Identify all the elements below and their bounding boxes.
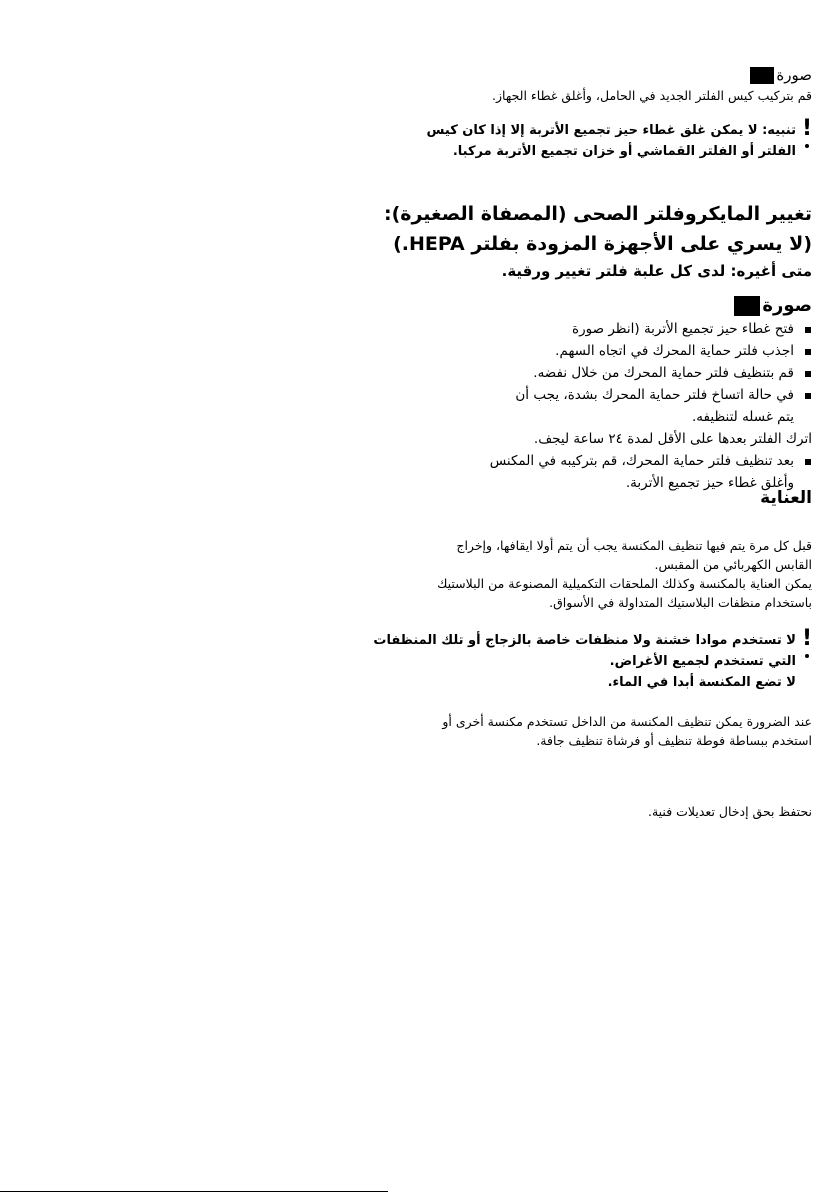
list-item: بعد تنظيف فلتر حماية المحرك، قم بتركيبه في المكنس xyxy=(490,450,812,472)
exclamation-icon: ! xyxy=(801,116,812,141)
paragraph-line: يمكن العناية بالمكنسة وكذلك الملحقات التكميلية المصنوعة من البلاستيك xyxy=(437,576,812,591)
inside-cleaning-paragraph xyxy=(442,712,812,750)
image-label: صورة xyxy=(776,66,812,84)
list-item: وأغلق غطاء حيز تجميع الأتربة. xyxy=(625,475,794,491)
warning-line: لا تضع المكنسة أبدا في الماء. xyxy=(607,675,796,690)
paragraph-line: قبل كل مرة يتم فيها تنظيف المكنسة يجب أن يتم أولا ايقافها، وإخراج xyxy=(456,538,812,553)
care-title: العناية xyxy=(760,488,812,508)
paragraph-line: استخدم ببساطة فوطة تنظيف أو فرشاة تنظيف جافة. xyxy=(536,733,812,748)
image-number-box xyxy=(750,67,774,84)
paragraph-line: عند الضرورة يمكن تنظيف المكنسة من الداخل تستخدم مكنسة أخرى أو xyxy=(442,714,812,729)
image-reference xyxy=(750,66,812,84)
exclamation-icon: ! xyxy=(801,626,812,651)
paragraph-line: باستخدام منظفات البلاستيك المتداولة في الأسواق. xyxy=(549,595,812,610)
install-filter-text: قم بتركيب كيس الفلتر الجديد في الحامل، وأغلق غطاء الجهاز. xyxy=(492,88,812,103)
section-heading: تغيير المايكروفلتر الصحى (المصفاة الصغيرة): xyxy=(383,203,812,225)
warning-line: الفلتر أو الفلتر القماشي أو خزان تجميع الأتربة مركبا. xyxy=(452,144,796,159)
list-item: اترك الفلتر بعدها على الأقل لمدة ٢٤ ساعة ليجف. xyxy=(533,431,812,447)
paragraph-line: القابس الكهربائي من المقبس. xyxy=(654,557,812,572)
list-item: يتم غسله لتنظيفه. xyxy=(692,409,794,425)
image-number-box xyxy=(734,296,760,316)
list-item: فتح غطاء حيز تجميع الأتربة (انظر صورة xyxy=(490,318,812,340)
warning-line: تنبيه: لا يمكن غلق غطاء حيز تجميع الأتربة إلا إذا كان كيس xyxy=(426,123,796,138)
image-reference xyxy=(734,295,812,316)
technical-changes-note: نحتفظ بحق إدخال تعديلات فنية. xyxy=(647,804,812,819)
steps-list xyxy=(490,318,812,494)
warning-line: لا تستخدم موادا خشنة ولا منظفات خاصة بالزجاج أو تلك المنظفات xyxy=(373,633,796,648)
warning-line: التي تستخدم لجميع الأغراض. xyxy=(609,654,796,669)
when-to-change: متى أغيره: لدى كل علبة فلتر تغيير ورقية. xyxy=(501,262,812,280)
list-item: في حالة اتساخ فلتر حماية المحرك بشدة، يجب أن xyxy=(490,384,812,406)
section-heading-note: (لا يسري على الأجهزة المزودة بفلتر HEPA.) xyxy=(393,233,812,255)
care-paragraph xyxy=(437,536,812,612)
warning-notice xyxy=(426,116,812,162)
image-label: صورة xyxy=(762,295,812,316)
list-item: قم بتنظيف فلتر حماية المحرك من خلال نفضه. xyxy=(490,362,812,384)
list-item: اجذب فلتر حماية المحرك في اتجاه السهم. xyxy=(490,340,812,362)
warning-notice xyxy=(373,626,812,693)
